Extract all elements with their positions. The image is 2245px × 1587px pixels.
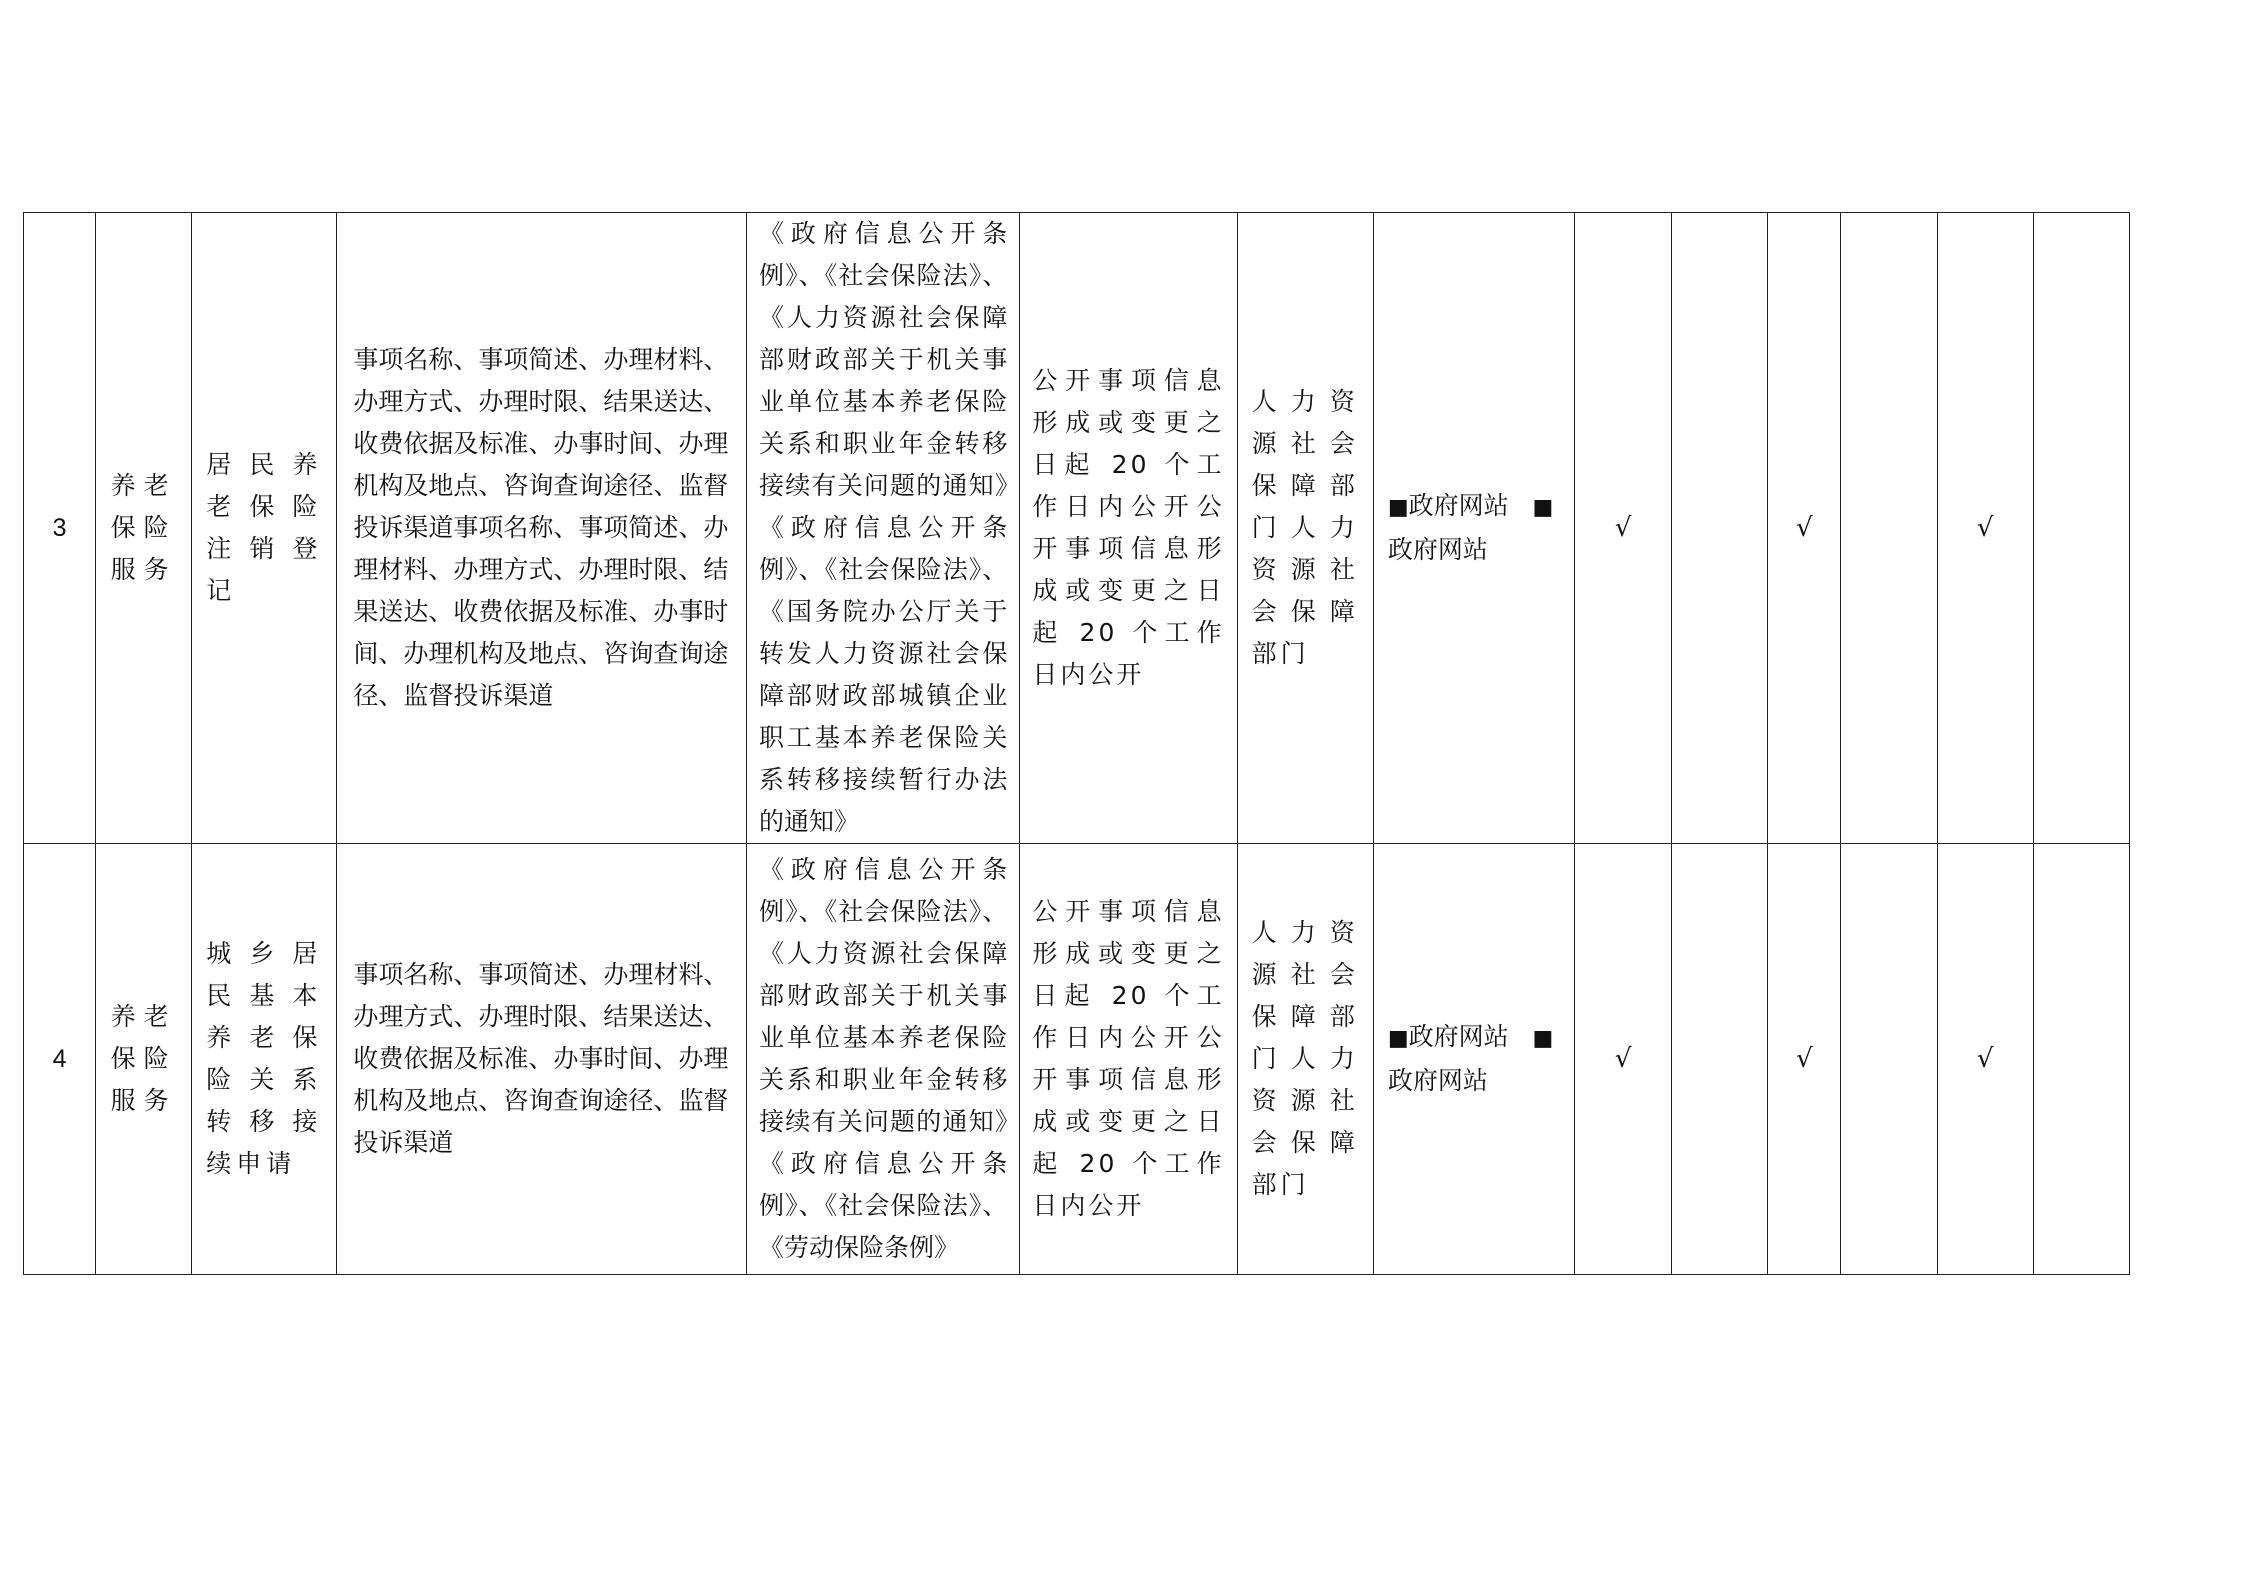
square-bullet-icon: ■ — [1387, 495, 1409, 520]
table-row — [24, 213, 2130, 844]
disclosure-content: 事项名称、事项简述、办理材料、办理方式、办理时限、结果送达、收费依据及标准、办事时间、办理机构及地点、咨询查询途径、监督投诉渠道 — [353, 960, 729, 1157]
disclosure-basis-cell — [747, 844, 1020, 1275]
serial-number-cell — [24, 213, 96, 844]
disclosure-subject-cell — [1237, 213, 1373, 844]
serial-number-cell — [24, 844, 96, 1275]
check-mark-icon: √ — [1796, 1044, 1813, 1074]
category-cell — [96, 213, 192, 844]
disclosure-content-cell — [337, 213, 747, 844]
flag-cell — [1672, 844, 1768, 1275]
square-bullet-icon: ■ — [1532, 1026, 1554, 1051]
time-limit-cell — [1020, 844, 1237, 1275]
serial-number: 3 — [52, 514, 67, 542]
disclosure-subject-cell — [1237, 844, 1373, 1275]
flag-cell — [2033, 213, 2129, 844]
serial-number: 4 — [52, 1045, 67, 1073]
time-limit-cell — [1020, 213, 1237, 844]
flag-cell — [1575, 844, 1672, 1275]
disclosure-channel — [1388, 485, 1560, 571]
matter-name: 城乡居民基本养老保险关系转移接续申请 — [206, 939, 323, 1178]
matter-name-cell — [192, 213, 337, 844]
square-bullet-icon: ■ — [1532, 495, 1554, 520]
disclosure-basis: 《政府信息公开条例》、《社会保险法》、《人力资源社会保障部财政部关于机关事业单位基本养老保险关系和职业年金转移接续有关问题的通知》《政府信息公开条例》、《社会保险法》、《国务院办公厅关于转发人力资源社会保障部财政部城镇企业职工基本养老保险关系转移接续暂行办法的通知》 — [759, 219, 1008, 836]
flag-cell — [2033, 844, 2129, 1275]
flag-cell — [1575, 213, 1672, 844]
time-limit: 公开事项信息形成或变更之日起 20 个工作日内公开公开事项信息形成或变更之日起 20 个工作日内公开 — [1032, 897, 1225, 1220]
disclosure-basis: 《政府信息公开条例》、《社会保险法》、《人力资源社会保障部财政部关于机关事业单位基本养老保险关系和职业年金转移接续有关问题的通知》《政府信息公开条例》、《社会保险法》、《劳动保险条例》 — [759, 855, 1008, 1262]
disclosure-channel-cell — [1373, 213, 1574, 844]
category-text: 养老保险服务 — [110, 471, 177, 584]
channel-text: 政府网站 — [1408, 1022, 1509, 1051]
flag-cell — [1841, 844, 1937, 1275]
disclosure-content-cell — [337, 844, 747, 1275]
check-mark-icon: √ — [1796, 513, 1813, 543]
disclosure-matter-table — [23, 212, 2130, 1275]
disclosure-channel-cell — [1373, 844, 1574, 1275]
channel-text: 政府网站 — [1408, 491, 1509, 520]
category-text: 养老保险服务 — [110, 1002, 177, 1115]
square-bullet-icon: ■ — [1387, 1026, 1409, 1051]
check-mark-icon: √ — [1614, 513, 1632, 543]
disclosure-channel — [1388, 1016, 1560, 1102]
table-row — [24, 844, 2130, 1275]
disclosure-content: 事项名称、事项简述、办理材料、办理方式、办理时限、结果送达、收费依据及标准、办事时间、办理机构及地点、咨询查询途径、监督投诉渠道事项名称、事项简述、办理材料、办理方式、办理时限、结果送达、收费依据及标准、办事时间、办理机构及地点、咨询查询途径、监督投诉渠道 — [353, 345, 729, 710]
matter-name: 居民养老保险注销登记 — [206, 450, 323, 605]
channel-text: 政府网站 — [1387, 1066, 1488, 1095]
time-limit: 公开事项信息形成或变更之日起 20 个工作日内公开公开事项信息形成或变更之日起 20 个工作日内公开 — [1032, 366, 1225, 689]
check-mark-icon: √ — [1976, 1044, 1994, 1074]
flag-cell — [1937, 213, 2033, 844]
check-mark-icon: √ — [1976, 513, 1994, 543]
check-mark-icon: √ — [1614, 1044, 1632, 1074]
flag-cell — [1768, 844, 1841, 1275]
matter-name-cell — [192, 844, 337, 1275]
disclosure-subject: 人力资源社会保障部门人力资源社会保障部门 — [1251, 918, 1359, 1199]
flag-cell — [1937, 844, 2033, 1275]
channel-text: 政府网站 — [1387, 535, 1488, 564]
flag-cell — [1841, 213, 1937, 844]
flag-cell — [1672, 213, 1768, 844]
flag-cell — [1768, 213, 1841, 844]
category-cell — [96, 844, 192, 1275]
disclosure-subject: 人力资源社会保障部门人力资源社会保障部门 — [1251, 387, 1359, 668]
disclosure-basis-cell — [747, 213, 1020, 844]
